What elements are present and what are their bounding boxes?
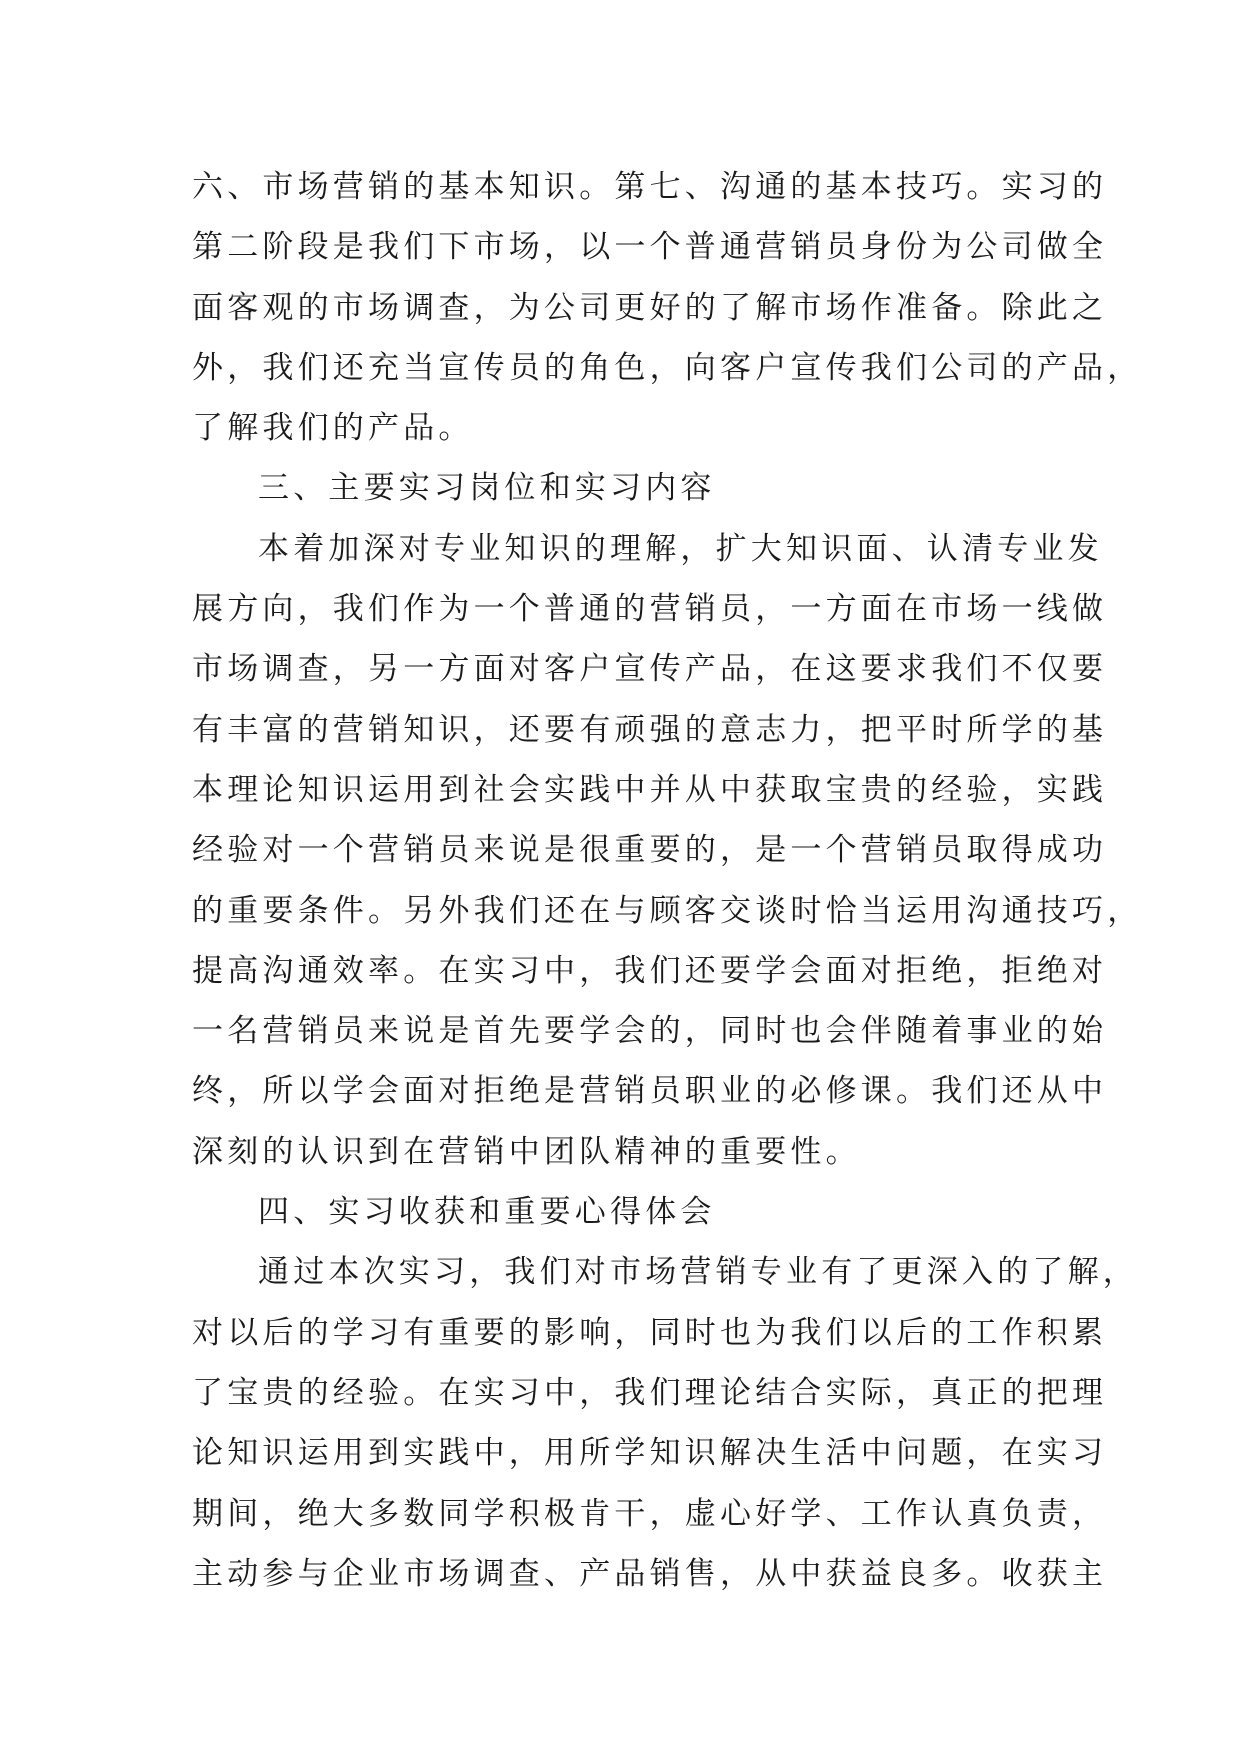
text-line: 经验对一个营销员来说是很重要的，是一个营销员取得成功 [192,832,1108,869]
text-line: 市场调查，另一方面对客户宣传产品，在这要求我们不仅要 [192,651,1108,688]
text-line: 本理论知识运用到社会实践中并从中获取宝贵的经验，实践 [192,771,1108,808]
text-line: 论知识运用到实践中，用所学知识解决生活中问题，在实习 [192,1435,1108,1472]
text-line: 的重要条件。另外我们还在与顾客交谈时恰当运用沟通技巧， [192,892,1143,929]
text-line: 外，我们还充当宣传员的角色，向客户宣传我们公司的产品， [192,349,1143,386]
text-line: 本着加深对专业知识的理解，扩大知识面、认清专业发 [258,530,1103,567]
text-line: 了解我们的产品。 [192,410,474,447]
text-line: 展方向，我们作为一个普通的营销员，一方面在市场一线做 [192,591,1108,628]
text-line: 一名营销员来说是首先要学会的，同时也会伴随着事业的始 [192,1013,1108,1050]
text-line: 深刻的认识到在营销中团队精神的重要性。 [192,1133,861,1170]
text-line: 期间，绝大多数同学积极肯干，虚心好学、工作认真负责， [192,1495,1108,1532]
text-line: 了宝贵的经验。在实习中，我们理论结合实际，真正的把理 [192,1374,1108,1411]
text-line: 对以后的学习有重要的影响，同时也为我们以后的工作积累 [192,1314,1108,1351]
text-line: 四、实习收获和重要心得体会 [258,1194,716,1231]
text-line: 三、主要实习岗位和实习内容 [258,470,716,507]
text-line: 面客观的市场调查，为公司更好的了解市场作准备。除此之 [192,289,1108,326]
text-line: 六、市场营销的基本知识。第七、沟通的基本技巧。实习的 [192,169,1108,205]
text-line: 通过本次实习，我们对市场营销专业有了更深入的了解， [258,1254,1138,1291]
text-line: 主动参与企业市场调查、产品销售，从中获益良多。收获主 [192,1555,1108,1592]
text-line: 有丰富的营销知识，还要有顽强的意志力，把平时所学的基 [192,711,1108,748]
text-line: 终，所以学会面对拒绝是营销员职业的必修课。我们还从中 [192,1073,1108,1110]
text-line: 提高沟通效率。在实习中，我们还要学会面对拒绝，拒绝对 [192,952,1108,989]
text-line: 第二阶段是我们下市场，以一个普通营销员身份为公司做全 [192,229,1108,266]
body-text [192,157,1143,1604]
